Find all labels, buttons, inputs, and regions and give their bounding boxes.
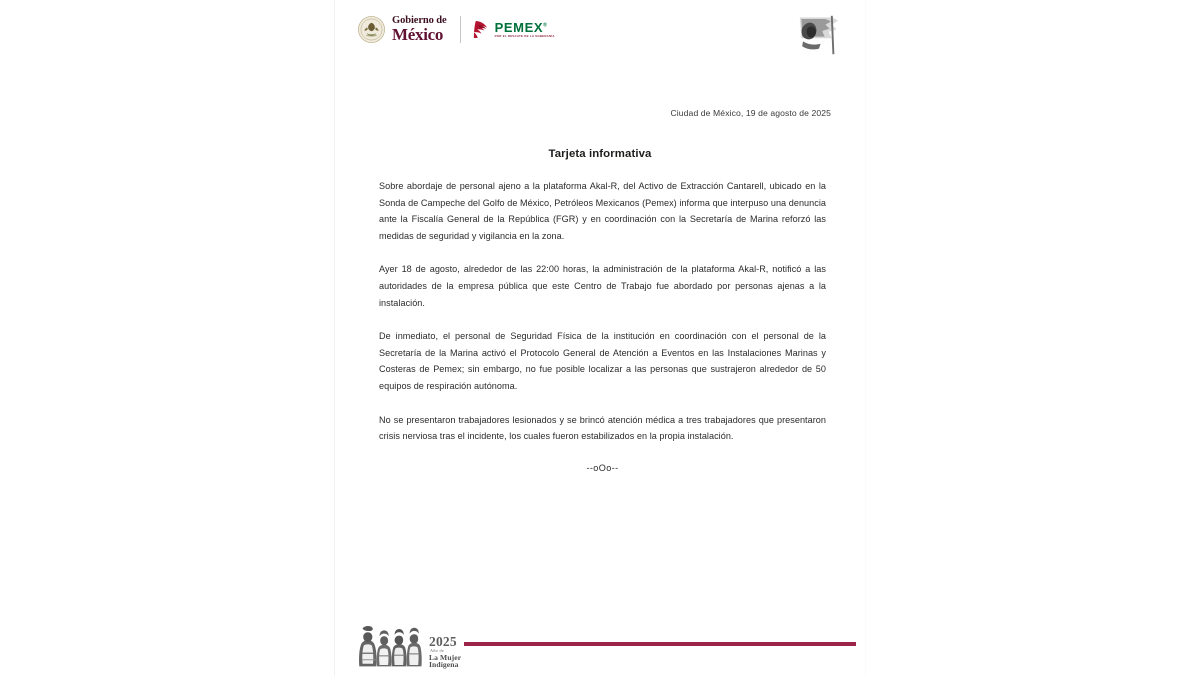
- brand-divider: [460, 16, 461, 43]
- footer-campaign-text: [429, 635, 461, 669]
- body-paragraph: No se presentaron trabajadores lesionados y se brincó atención médica a tres trabajadores que presentaron crisis nerviosa tras el incidente, los cuales fueron estabilizados en la propia instalación.: [379, 414, 826, 442]
- document-dateline: Ciudad de México, 19 de agosto de 2025: [670, 108, 831, 118]
- pemex-tagline: POR EL RESCATE DE LA SOBERANÍA: [494, 34, 555, 39]
- pemex-trademark: ®: [543, 22, 548, 29]
- viewer-letterbox-right: [865, 0, 1200, 676]
- gobierno-line2: México: [392, 24, 444, 44]
- document-page: [335, 0, 865, 676]
- pemex-wordmark: [495, 21, 555, 38]
- document-header: [335, 0, 865, 80]
- mexico-coat-of-arms-icon: [358, 16, 385, 43]
- pemex-word: PEMEX®: [494, 19, 548, 35]
- gobierno-line1: Gobierno de: [392, 15, 447, 27]
- body-paragraph: De inmediato, el personal de Seguridad Física de la institución en coordinación con el personal de la Secretaría de la Marina activó el Protocolo General de Atención a Eventos en las Instalaciones Marinas y Costeras de Pemex; sin embargo, no fue posible localizar a las personas que sustrajeron alrededor de 50 equipos de respiración autónoma.: [379, 331, 826, 391]
- document-body: [379, 178, 826, 473]
- document-end-mark: --oOo--: [586, 462, 619, 473]
- footer-ano-de: Año de: [430, 648, 445, 654]
- indigenous-women-illustration-icon: [356, 623, 428, 673]
- footer-year: 2025: [429, 634, 457, 650]
- header-brand-lockup: [358, 16, 555, 43]
- footer-line-mujer: La Mujer: [429, 652, 462, 662]
- gobierno-wordmark: [392, 16, 447, 43]
- document-title: Tarjeta informativa: [548, 148, 652, 160]
- pemex-lockup: [472, 19, 555, 40]
- footer-campaign-logo: [356, 623, 461, 673]
- independence-flag-emblem-icon: [795, 11, 843, 59]
- viewer-letterbox-left: [0, 0, 335, 676]
- pemex-eagle-mark-icon: [472, 19, 491, 40]
- footer-line-indigena: Indígena: [429, 660, 459, 670]
- footer-accent-rule: [464, 642, 856, 646]
- body-paragraph: Sobre abordaje de personal ajeno a la plataforma Akal-R, del Activo de Extracción Cantarell, ubicado en la Sonda de Campeche del Golfo de México, Petróleos Mexicanos (Pemex) informa que interpuso una denuncia ante la Fiscalía General de la República (FGR) y en coordinación con la Secretaría de Marina reforzó las medidas de seguridad y vigilancia en la zona.: [379, 181, 826, 241]
- document-footer: [335, 614, 865, 676]
- body-paragraph: Ayer 18 de agosto, alrededor de las 22:00 horas, la administración de la plataforma Akal-R, notificó a las autoridades de la empresa pública que este Centro de Trabajo fue abordado por personas ajenas a la instalación.: [379, 264, 826, 308]
